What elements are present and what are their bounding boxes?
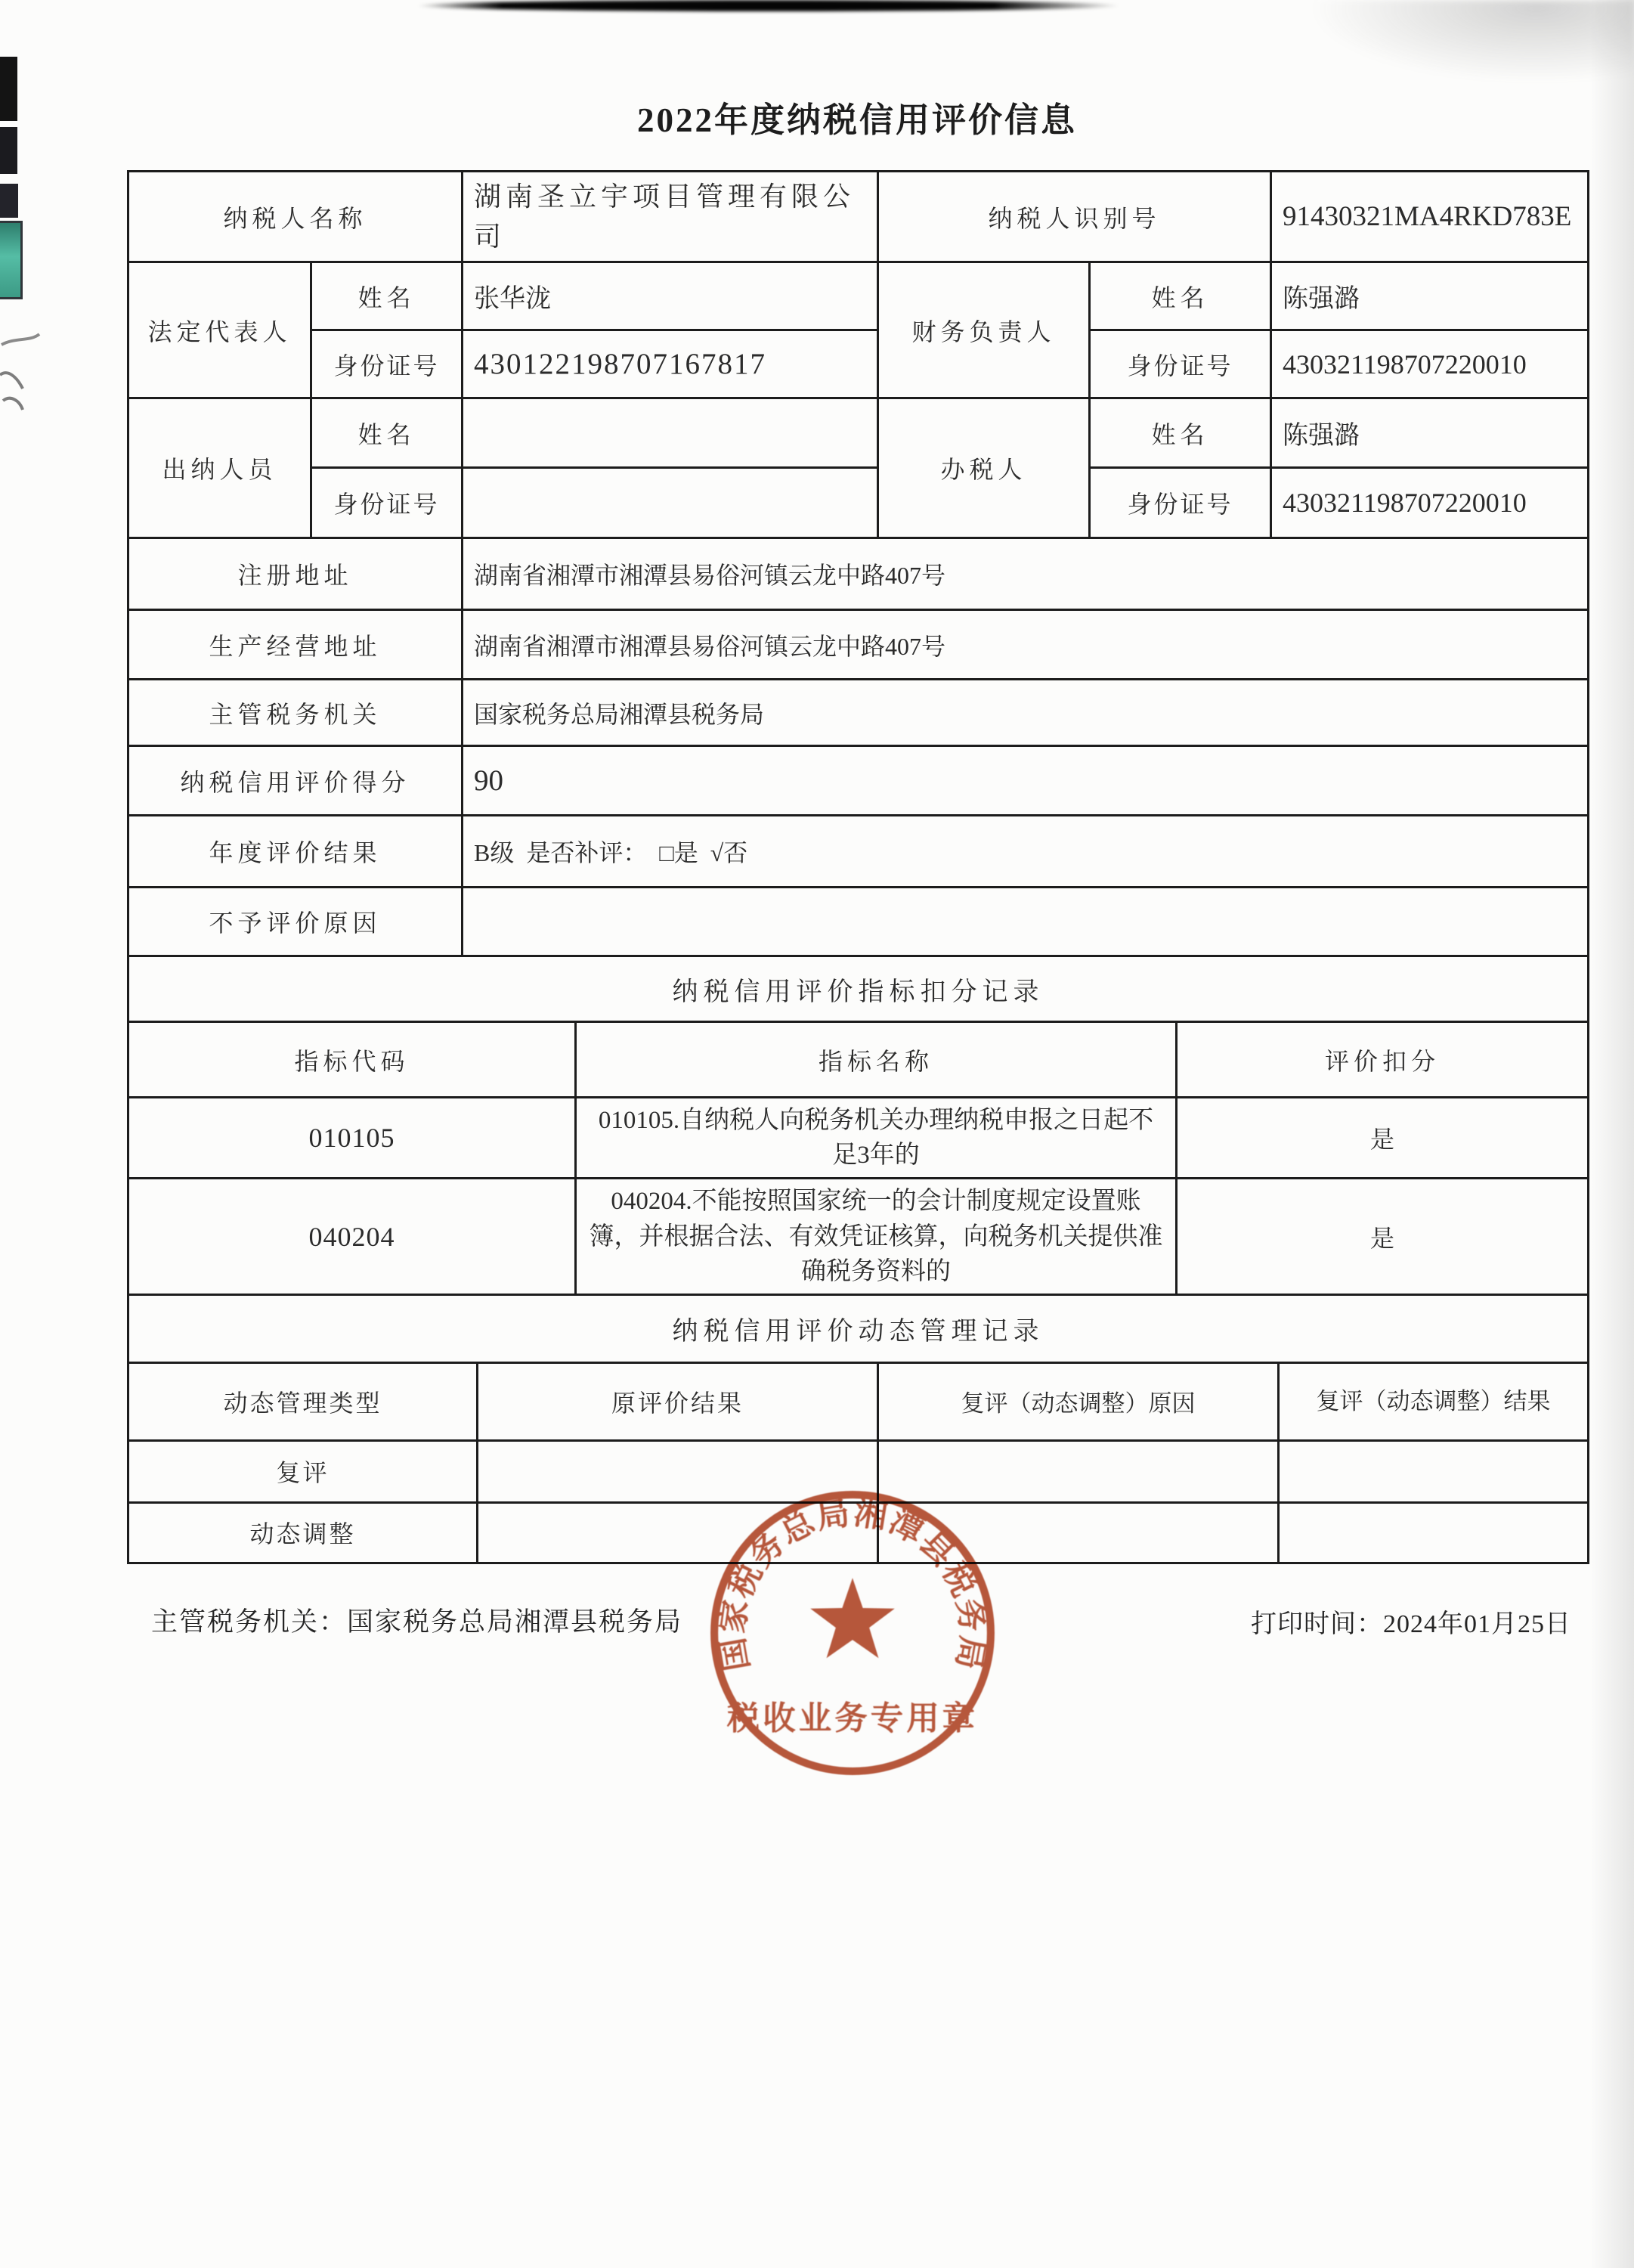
cashier-label: 出纳人员 [128, 398, 311, 538]
finance-officer-name-value: 陈强潞 [1271, 262, 1589, 330]
scan-artifact-top-streak [417, 0, 1120, 11]
footer-print-time-value: 2024年01月25日 [1383, 1610, 1571, 1638]
tax-clerk-name-value: 陈强潞 [1271, 398, 1589, 468]
deduction-row-value: 是 [1177, 1179, 1589, 1295]
footer-print-time-label: 打印时间： [1251, 1610, 1383, 1638]
dynamic-col-result: 复评（动态调整）结果 [1279, 1362, 1589, 1440]
table-row [128, 1179, 1589, 1295]
legal-rep-id-label: 身份证号 [311, 330, 463, 398]
taxpayer-id-label: 纳税人识别号 [878, 172, 1271, 262]
deduction-col-code: 指标代码 [128, 1022, 576, 1098]
footer-authority-label: 主管税务机关： [151, 1607, 348, 1637]
legal-rep-name-value: 张华泷 [463, 262, 878, 330]
dynamic-col-reason: 复评（动态调整）原因 [878, 1362, 1279, 1440]
stamp-bottom-text: 税收业务专用章 [726, 1700, 979, 1737]
finance-officer-id-label: 身份证号 [1090, 330, 1271, 398]
tax-authority-value: 国家税务总局湘潭县税务局 [463, 680, 1589, 746]
scan-artifact-left-object [0, 184, 18, 218]
scan-artifact-right-shadow [1590, 0, 1634, 2268]
scan-artifact-top-right-smudge [1309, 0, 1634, 83]
table-row [128, 1098, 1589, 1179]
deduction-col-deduction: 评价扣分 [1177, 1022, 1589, 1098]
tax-clerk-id-value: 430321198707220010 [1271, 468, 1589, 538]
legal-rep-name-label: 姓名 [311, 262, 463, 330]
star-icon [810, 1578, 895, 1658]
legal-rep-label: 法定代表人 [128, 262, 311, 398]
taxpayer-name-value: 湖南圣立宇项目管理有限公司 [463, 172, 878, 262]
main-table [127, 170, 1587, 1564]
footer-authority-value: 国家税务总局湘潭县税务局 [347, 1607, 683, 1637]
deduction-table [127, 1021, 1589, 1296]
tax-clerk-name-label: 姓名 [1090, 398, 1271, 468]
deduction-section-title: 纳税信用评价指标扣分记录 [128, 956, 1589, 1022]
credit-score-label: 纳税信用评价得分 [128, 746, 463, 816]
finance-officer-label: 财务负责人 [878, 262, 1090, 398]
official-stamp [706, 1486, 999, 1780]
cashier-name-value [463, 398, 878, 468]
annual-result-value: B级 是否补评： □是 √否 [463, 816, 1589, 888]
tax-clerk-label: 办税人 [878, 398, 1090, 538]
dynamic-row-result [1279, 1502, 1589, 1563]
business-address-value: 湖南省湘潭市湘潭县易俗河镇云龙中路407号 [463, 610, 1589, 680]
document-title: 2022年度纳税信用评价信息 [636, 101, 1077, 139]
dynamic-col-original: 原评价结果 [478, 1362, 878, 1440]
registered-address-value: 湖南省湘潭市湘潭县易俗河镇云龙中路407号 [463, 538, 1589, 610]
taxpayer-id-value: 91430321MA4RKD783E [1271, 172, 1589, 262]
deduction-col-name: 指标名称 [576, 1022, 1177, 1098]
dynamic-row-result [1279, 1440, 1589, 1502]
footer-authority [151, 1601, 682, 1639]
annual-result-label: 年度评价结果 [128, 816, 463, 888]
taxpayer-name-label: 纳税人名称 [128, 172, 463, 262]
deduction-row-value: 是 [1177, 1098, 1589, 1179]
deduction-row-code: 040204 [128, 1179, 576, 1295]
scan-artifact-left-object [0, 127, 17, 174]
dynamic-col-type: 动态管理类型 [128, 1362, 478, 1440]
dynamic-section-title: 纳税信用评价动态管理记录 [128, 1294, 1589, 1362]
deduction-row-code: 010105 [128, 1098, 576, 1179]
tax-authority-label: 主管税务机关 [128, 680, 463, 746]
cashier-id-label: 身份证号 [311, 468, 463, 538]
cashier-name-label: 姓名 [311, 398, 463, 468]
scan-artifact-pen-marks [0, 316, 76, 422]
finance-officer-id-value: 430321198707220010 [1271, 330, 1589, 398]
finance-officer-name-label: 姓名 [1090, 262, 1271, 330]
dynamic-row-type: 复评 [128, 1440, 478, 1502]
deduction-row-name: 010105.自纳税人向税务机关办理纳税申报之日起不足3年的 [576, 1098, 1177, 1179]
deduction-row-name: 040204.不能按照国家统一的会计制度规定设置账簿，并根据合法、有效凭证核算，向税务机关提供准确税务资料的 [576, 1179, 1177, 1295]
scan-artifact-left-object [0, 57, 17, 121]
cashier-id-value [463, 468, 878, 538]
dynamic-row-type: 动态调整 [128, 1502, 478, 1563]
scan-artifact-left-object-green [0, 221, 23, 299]
basic-info-table [127, 170, 1589, 1023]
credit-score-value: 90 [463, 746, 1589, 816]
footer-print-time [1251, 1603, 1571, 1640]
no-eval-reason-value [463, 888, 1589, 956]
tax-clerk-id-label: 身份证号 [1090, 468, 1271, 538]
registered-address-label: 注册地址 [128, 538, 463, 610]
stamp-ring-text: 国家税务总局湘潭县税务局 [714, 1495, 991, 1674]
no-eval-reason-label: 不予评价原因 [128, 888, 463, 956]
business-address-label: 生产经营地址 [128, 610, 463, 680]
legal-rep-id-value: 430122198707167817 [463, 330, 878, 398]
